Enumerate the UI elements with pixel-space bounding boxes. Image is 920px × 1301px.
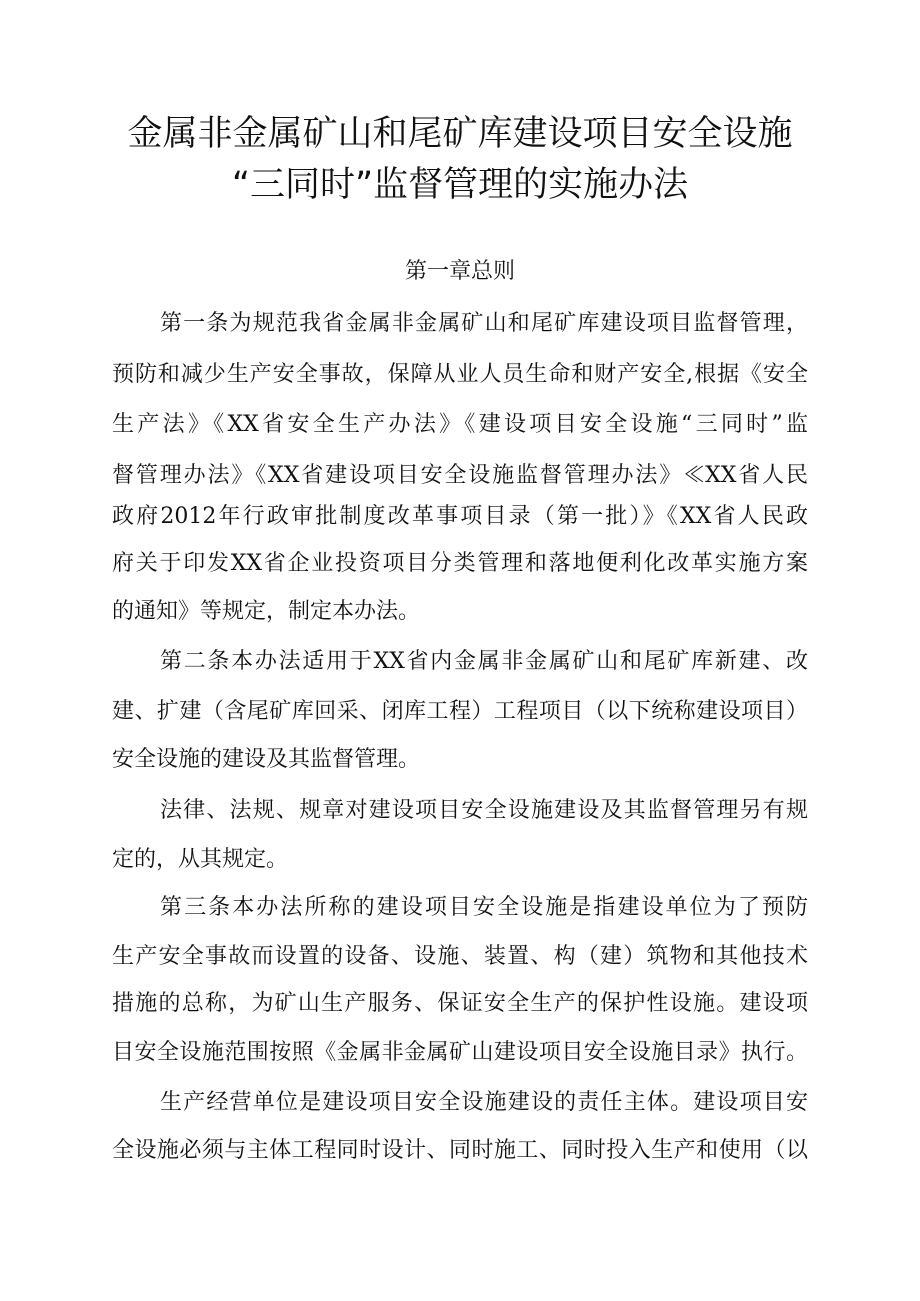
paragraph-line: 第一条为规范我省金属非金属矿山和尾矿库建设项目监督管理，: [160, 311, 808, 336]
paragraph-line: 定的，从其规定。: [112, 847, 289, 872]
paragraph-line: 全设施必须与主体工程同时设计、同时施工、同时投入生产和使用（以: [112, 1138, 808, 1163]
paragraph-line: 法律、法规、规章对建设项目安全设施建设及其监督管理另有规: [160, 798, 808, 823]
paragraph-line: 目安全设施范围按照《金属非金属矿山建设项目安全设施目录》执行。: [112, 1040, 808, 1065]
paragraph-line: 府关于印发XX省企业投资项目分类管理和落地便利化改革实施方案: [112, 551, 808, 576]
paragraph-line: 预防和减少生产安全事故，保障从业人员生命和财产安全,根据《安全: [112, 362, 808, 387]
paragraph-line: 督管理办法》《XX省建设项目安全设施监督管理办法》≪XX省人民: [112, 463, 808, 488]
document-title-line-2: “三同时”监督管理的实施办法: [231, 165, 689, 205]
paragraph-line: 生产法》《XX省安全生产办法》《建设项目安全设施“三同时”监: [112, 412, 808, 437]
paragraph-line: 措施的总称，为矿山生产服务、保证安全生产的保护性设施。建设项: [112, 991, 808, 1016]
paragraph-line: 第三条本办法所称的建设项目安全设施是指建设单位为了预防: [160, 895, 808, 920]
paragraph-line: 政府2012年行政审批制度改革事项目录（第一批）》《XX省人民政: [112, 504, 808, 529]
document-title-line-1: 金属非金属矿山和尾矿库建设项目安全设施: [127, 114, 793, 154]
paragraph-line: 第二条本办法适用于XX省内金属非金属矿山和尾矿库新建、改: [160, 649, 808, 674]
chapter-heading: 第一章总则: [404, 259, 515, 284]
paragraph-line: 生产安全事故而设置的设备、设施、装置、构（建）筑物和其他技术: [112, 944, 808, 969]
paragraph-line: 生产经营单位是建设项目安全设施建设的责任主体。建设项目安: [160, 1090, 808, 1115]
paragraph-line: 安全设施的建设及其监督管理。: [112, 747, 421, 772]
paragraph-line: 的通知》等规定，制定本办法。: [112, 599, 421, 624]
paragraph-line: 建、扩建（含尾矿库回采、闭库工程）工程项目（以下统称建设项目）: [112, 699, 808, 724]
